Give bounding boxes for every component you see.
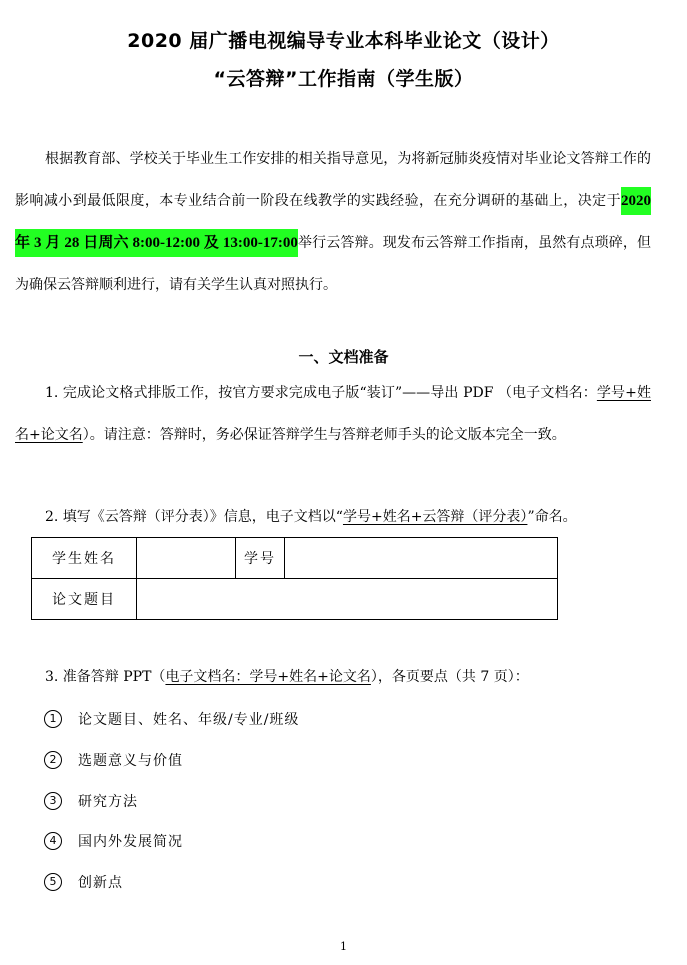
intro-text-after: 举行云答辩。现发布云答辩工作指南，虽然有点琐碎，但为确保云答辩顺利进行，请有关学生认真对照执行。 — [15, 235, 651, 293]
thesis-title-cell — [137, 579, 558, 620]
item-3-paragraph — [45, 656, 665, 698]
intro-paragraph — [15, 138, 651, 306]
student-info-table — [31, 537, 558, 620]
document-title-line2: “云答辩”工作指南（学生版） — [213, 68, 474, 90]
ppt-point-text: 论文题目、姓名、年级/专业/班级 — [78, 712, 300, 728]
circled-number: 1 — [44, 710, 62, 728]
ppt-point-text: 创新点 — [78, 875, 123, 891]
ppt-point-item — [44, 872, 123, 892]
ppt-point-text: 研究方法 — [78, 794, 138, 810]
student-name-label: 学生姓名 — [32, 538, 137, 579]
item-1-filename-underlined: 学号+姓名+论文名 — [15, 385, 651, 443]
item-1-text-before: 1. 完成论文格式排版工作，按官方要求完成电子版“装订”——导出 PDF （电子文档名： — [45, 385, 597, 401]
item-3-filename-underlined: 电子文档名：学号+姓名+论文名 — [165, 669, 371, 685]
item-2-paragraph — [45, 496, 665, 538]
intro-text-before: 根据教育部、学校关于毕业生工作安排的相关指导意见，为将新冠肺炎疫情对毕业论文答辩工作的影响减小到最低限度，本专业结合前一阶段在线教学的实践经验，在充分调研的基础上，决定于 — [15, 151, 651, 209]
item-3-text-before: 3. 准备答辩 PPT（ — [45, 669, 166, 685]
defense-date-highlight: 2020 年 3 月 28 日周六 8:00-12:00 及 13:00-17:00 — [15, 187, 651, 257]
section-heading-document-preparation: 一、文档准备 — [298, 348, 389, 366]
circled-number: 2 — [44, 751, 62, 769]
document-title-line1: 2020 届广播电视编导专业本科毕业论文（设计） — [127, 30, 560, 52]
circled-number: 4 — [44, 832, 62, 850]
student-name-cell — [137, 538, 236, 579]
item-2-text-before: 2. 填写《云答辩（评分表）》信息，电子文档以“ — [45, 509, 343, 525]
ppt-point-item — [44, 791, 138, 811]
circled-number: 5 — [44, 873, 62, 891]
ppt-point-item — [44, 750, 183, 770]
item-1-text-after: ）。请注意：答辩时，务必保证答辩学生与答辩老师手头的论文版本完全一致。 — [82, 427, 566, 443]
item-2-text-after: ”命名。 — [527, 509, 577, 525]
ppt-point-item — [44, 709, 299, 729]
student-id-cell — [285, 538, 558, 579]
student-id-label: 学号 — [236, 538, 285, 579]
ppt-point-item — [44, 831, 183, 851]
item-2-filename-underlined: 学号+姓名+云答辩（评分表） — [342, 509, 528, 525]
item-3-text-after: ），各页要点（共 7 页）： — [370, 669, 529, 685]
circled-number: 3 — [44, 792, 62, 810]
page-number: 1 — [340, 940, 347, 953]
thesis-title-label: 论文题目 — [32, 579, 137, 620]
ppt-point-text: 选题意义与价值 — [78, 753, 183, 769]
ppt-point-text: 国内外发展简况 — [78, 834, 183, 850]
item-1-paragraph — [15, 372, 651, 456]
